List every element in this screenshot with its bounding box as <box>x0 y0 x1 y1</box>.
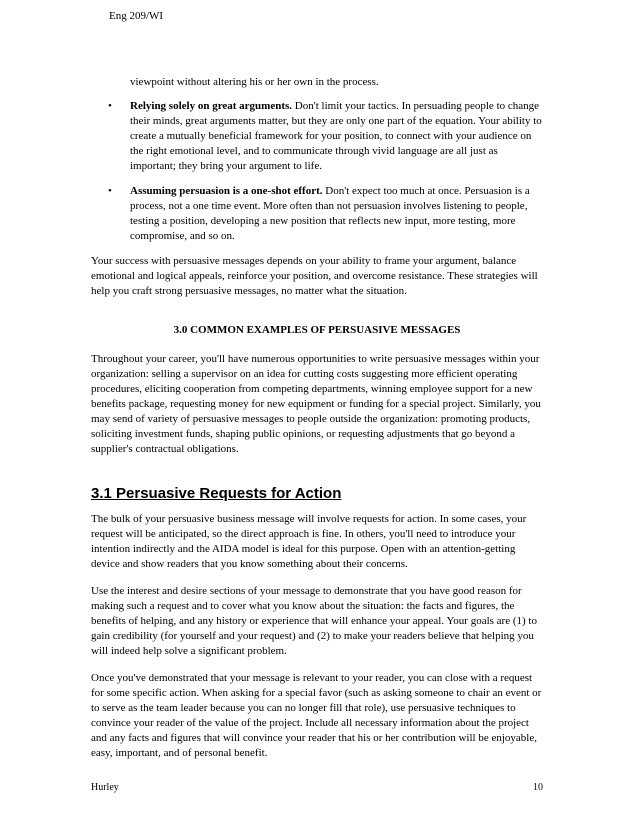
bullet-list <box>91 99 543 244</box>
footer-author: Hurley <box>91 782 119 793</box>
section-3-1-paragraph-3: Once you've demonstrated that your message is relevant to your reader, you can close with a request for some specific action. When asking for a special favor (such as asking someone to chair an event or to serve as the team leader because you can no longer fill that role), use persuasive techniques to convince your reader of the value of the project. Include all necessary information about the project and any facts and figures that will convince your reader that his or her contribution will be enjoyable, easy, important, and of personal benefit. <box>91 672 542 759</box>
bullet-lead: Relying solely on great arguments. <box>130 100 293 112</box>
bullet-text: Don't expect too much at once. Persuasion is a process, not a one time event. More often than not persuasion involves listening to people, testing a position, developing a new position that reflects new input, more testing, more compromise, and so on. <box>130 185 530 242</box>
page-body <box>91 75 543 773</box>
continuation-text: viewpoint without altering his or her own in the process. <box>130 76 379 88</box>
page-header: Eng 209/WI <box>109 10 164 22</box>
section-3-1-paragraph-1: The bulk of your persuasive business message will involve requests for action. In some cases, your request will be anticipated, so the direct approach is fine. In others, you'll need to introduce your intention indirectly and the AIDA model is ideal for this purpose. Open with an attention-getting device and show readers that you know something about their concerns. <box>91 513 527 570</box>
bullet-text: Don't limit your tactics. In persuading people to change their minds, great arguments matter, but they are only one part of the equation. Your ability to create a mutually beneficial framework for your position, to connect with your audience on the right emotional level, and to communicate through vivid language are all just as important; they bring your argument to life. <box>130 100 542 172</box>
bullet-lead: Assuming persuasion is a one-shot effort. <box>130 185 323 197</box>
section-3-0-paragraph: Throughout your career, you'll have numerous opportunities to write persuasive messages within your organization: selling a supervisor on an idea for cutting costs suggesting more efficient operating procedures, eliciting cooperation from competing departments, winning employee support for a new benefits package, requesting money for new equipment or funding for a special project. Similarly, you may send of variety of persuasive messages to people outside the organization: promoting products, soliciting investment funds, shaping public opinions, or requesting adjustments that go beyond a supplier's contractual obligations. <box>91 353 541 455</box>
section-3-1-paragraph-2: Use the interest and desire sections of your message to demonstrate that you have good reason for making such a request and to cover what you know about the situation: the facts and figures, the benefits of helping, and any history or experience that will enhance your appeal. Your goals are (1) to gain credibility (for yourself and your request) and (2) to make your readers believe that helping you will indeed help solve a significant problem. <box>91 585 537 657</box>
list-item <box>130 184 543 244</box>
section-heading-3-0: 3.0 COMMON EXAMPLES OF PERSUASIVE MESSAGES <box>173 324 461 336</box>
list-item <box>130 99 543 174</box>
section-heading-3-1: 3.1 Persuasive Requests for Action <box>91 485 342 502</box>
success-paragraph: Your success with persuasive messages depends on your ability to frame your argument, balance emotional and logical appeals, reinforce your position, and overcome resistance. These strategies will help you craft strong persuasive messages, no matter what the situation. <box>91 255 538 297</box>
page-number: 10 <box>533 782 543 793</box>
